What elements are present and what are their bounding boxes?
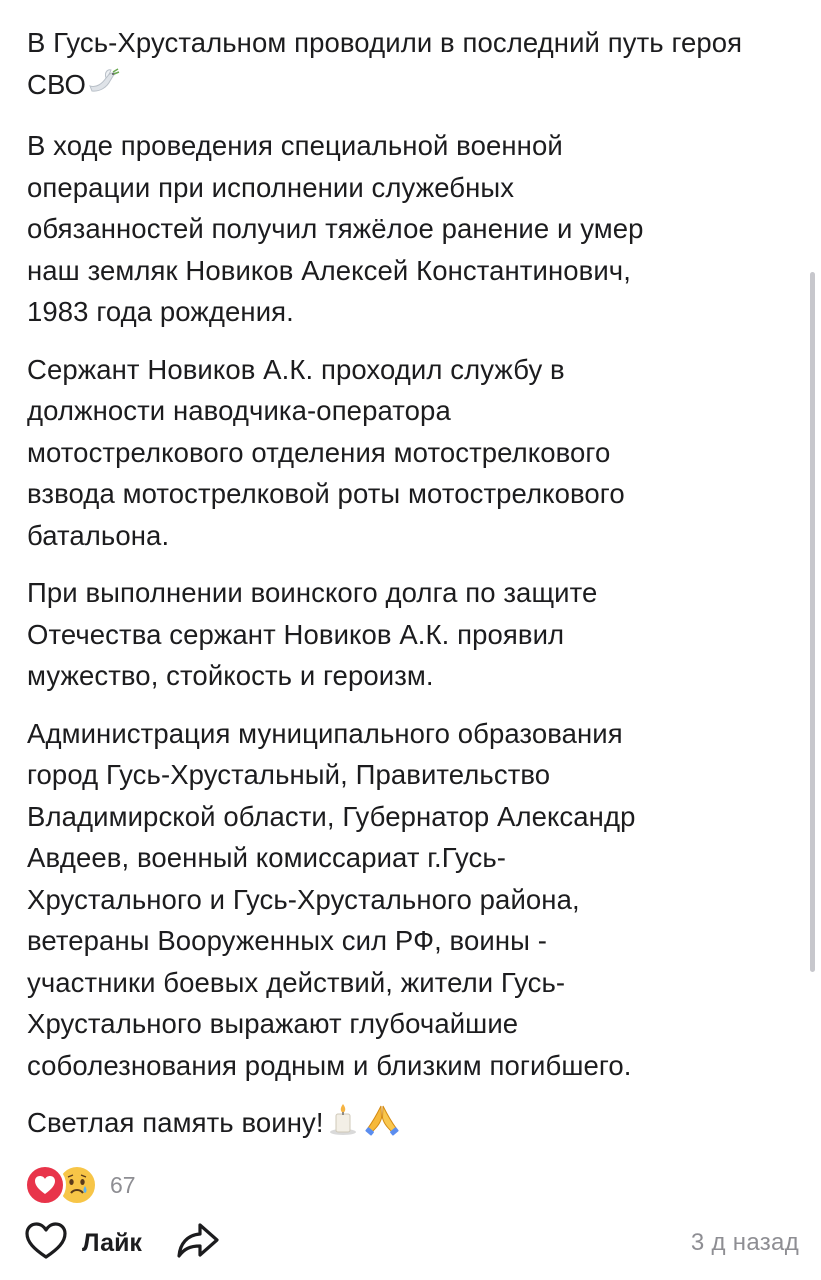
post-action-bar: [24, 1218, 799, 1268]
heart-outline-icon: [24, 1221, 68, 1266]
post-paragraph-2: Сержант Новиков А.К. проходил службу в должности наводчика-оператора мотострелкового отделения мотострелкового взвода мотострелковой роты мотострелкового батальона.: [27, 353, 625, 551]
post-paragraph-3: При выполнении воинского долга по защите Отечества сержант Новиков А.К. проявил мужество, стойкость и героизм.: [27, 577, 598, 691]
heart-icon: [24, 1164, 66, 1206]
reaction-count: 67: [110, 1171, 136, 1198]
praying-hands-icon: [364, 1102, 400, 1148]
post-title: [27, 22, 797, 109]
post-timestamp: 3 д назад: [690, 1229, 799, 1256]
post-body: [27, 22, 797, 1164]
scrollbar[interactable]: [810, 272, 815, 972]
post-closing: [27, 1102, 797, 1148]
post-paragraph-1: В ходе проведения специальной военной операции при исполнении служебных обязанностей получил тяжёлое ранение и умер наш земляк Новиков Алексей Константинович, 1983 года рождения.: [27, 130, 644, 327]
dove-icon: [86, 68, 120, 110]
candle-icon: [328, 1102, 358, 1148]
post-closing-text: Светлая память воину!: [27, 1107, 324, 1138]
reactions-summary[interactable]: [24, 1162, 136, 1208]
like-button[interactable]: [24, 1221, 142, 1266]
post-title-text: В Гусь-Хрустальном проводили в последний путь героя СВО: [27, 27, 743, 100]
like-label: Лайк: [82, 1228, 142, 1257]
post-paragraph-4: Администрация муниципального образования город Гусь-Хрустальный, Правительство Владимирской области, Губернатор Александр Авдеев, военный комиссариат г.Гусь- Хрустального и Гусь-Хрустального района, ветераны Вооруженных сил РФ, воины - участники боевых действий, жители Гусь- Хрустального выражают глубочайшие соболезнования родным и близким погибшего.: [27, 717, 636, 1081]
share-arrow-icon: [176, 1221, 220, 1266]
share-button[interactable]: [176, 1221, 220, 1266]
